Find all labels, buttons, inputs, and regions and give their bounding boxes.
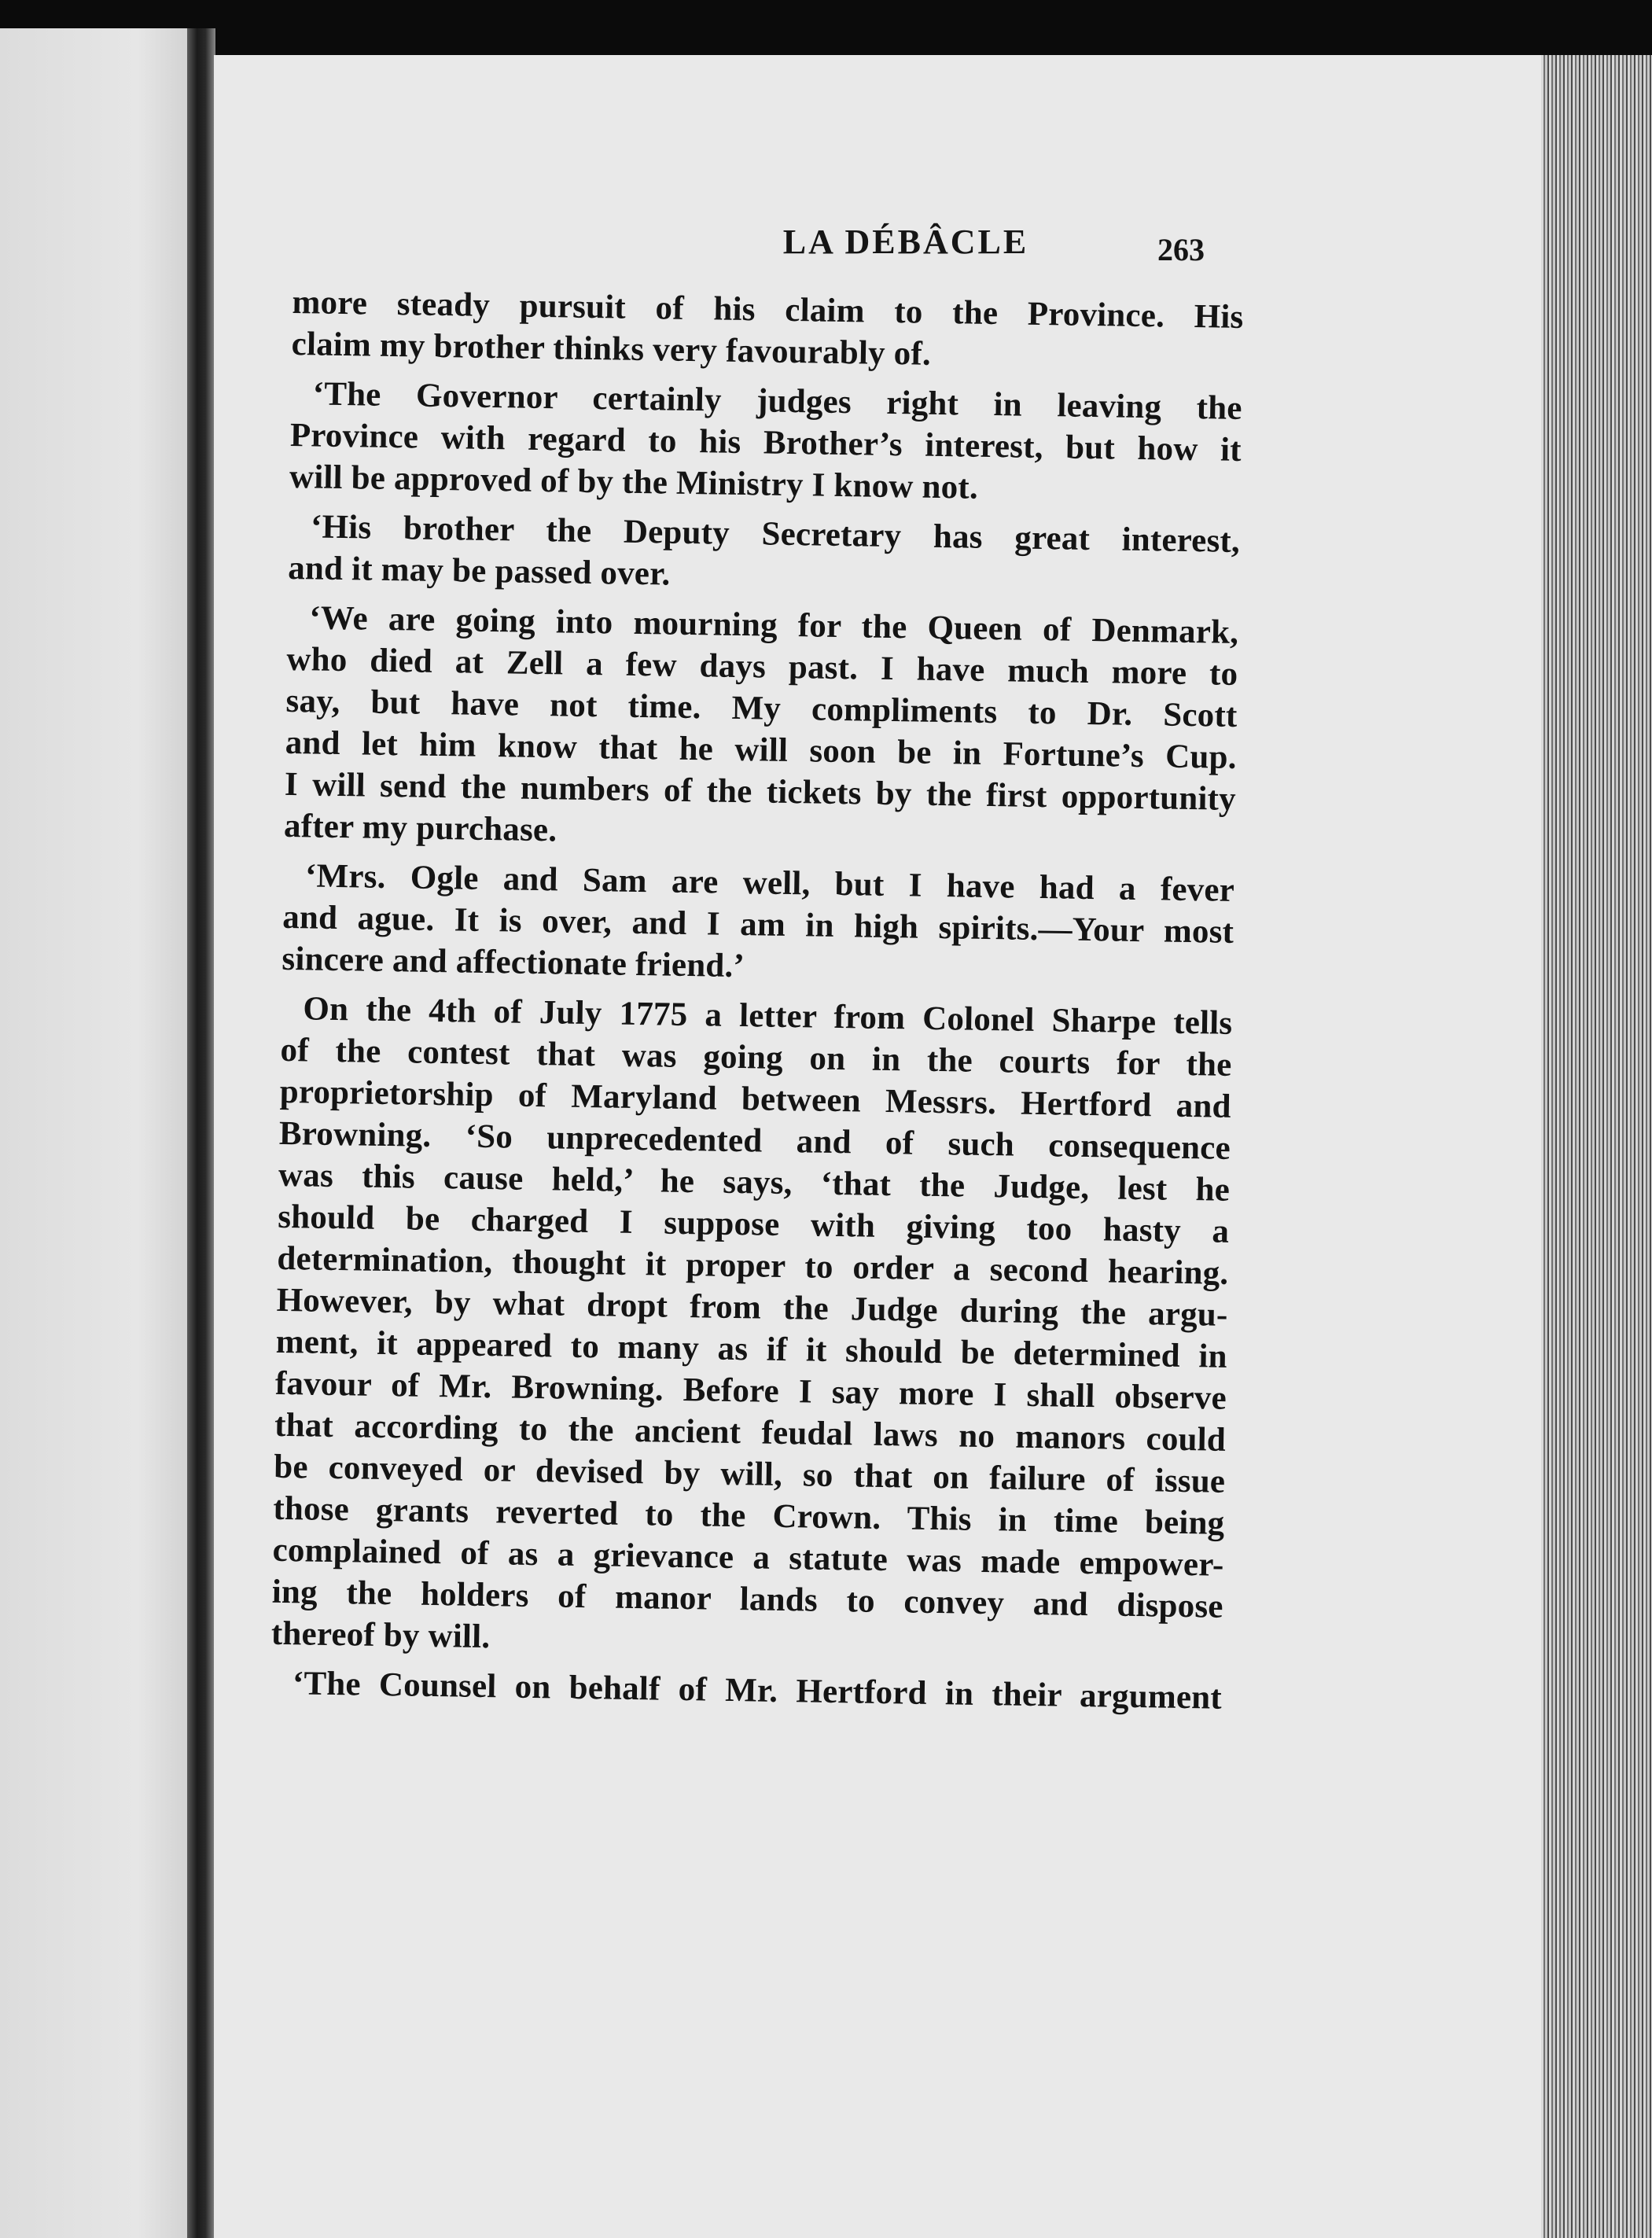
text-line: will be approved of by the Ministry I know not. [289,458,979,506]
text-line: say, but have not time. My compliments to Dr. Scott [285,682,1238,734]
text-line: determination, thought it proper to order a second hearing. [277,1239,1229,1292]
text-line: thereof by will. [270,1614,491,1656]
text-line: claim my brother thinks very favourably of. [291,325,932,373]
book-gutter [187,28,215,2238]
facing-page-edge [0,28,197,2238]
page-edges [1541,55,1652,2238]
text-line: complained of as a grievance a statute was made empower- [272,1531,1224,1584]
text-line: ‘The Governor certainly judges right in leaving the [312,375,1242,427]
text-line: ‘We are going into mourning for the Queen of Denmark, [308,599,1239,651]
text-line: ‘His brother the Deputy Secretary has great interest, [310,508,1241,560]
text-line: be conveyed or devised by will, so that on failure of issue [273,1448,1226,1500]
text-line: more steady pursuit of his claim to the Province. His [292,283,1244,336]
text-line: of the contest that was going on in the courts for the [280,1031,1232,1084]
text-line: Province with regard to his Brother’s interest, but how it [289,416,1242,469]
text-line: after my purchase. [283,807,557,849]
text-line: and it may be passed over. [287,549,671,593]
body-text [270,282,1244,1719]
text-line: ‘Mrs. Ogle and Sam are well, but I have had a fever [304,857,1235,909]
text-line: and ague. It is over, and I am in high spirits.—Your most [281,898,1234,951]
text-line: who died at Zell a few days past. I have much more to [286,640,1238,693]
text-line: Browning. ‘So unprecedented and of such consequence [278,1114,1231,1167]
text-line: should be charged I suppose with giving too hasty a [277,1198,1230,1250]
text-line: I will send the numbers of the tickets by the first opportunity [284,765,1237,818]
text-line: proprietorship of Maryland between Messrs. Hertford and [279,1073,1232,1125]
text-line: ‘The Counsel on behalf of Mr. Hertford in their argument [292,1665,1223,1717]
text-line: sincere and affectionate friend.’ [281,940,745,985]
running-head: LA DÉBÂCLE [782,223,1029,261]
text-line: On the 4th of July 1775 a letter from Colonel Sharpe tells [303,990,1233,1042]
page-header [214,222,1551,277]
text-line: was this cause held,’ he says, ‘that the Judge, lest he [278,1156,1231,1209]
page-number: 263 [1157,232,1205,267]
text-line: ment, it appeared to many as if it should be determined in [275,1323,1228,1375]
text-line: that according to the ancient feudal laws no manors could [274,1406,1227,1459]
text-line: ing the holders of manor lands to convey and dispose [271,1573,1224,1625]
text-line: favour of Mr. Browning. Before I say more I shall observe [274,1364,1227,1417]
text-line: However, by what dropt from the Judge during the argu- [276,1281,1228,1334]
text-line: and let him know that he will soon be in Fortune’s Cup. [285,723,1238,776]
text-line: those grants reverted to the Crown. This in time being [273,1489,1225,1542]
